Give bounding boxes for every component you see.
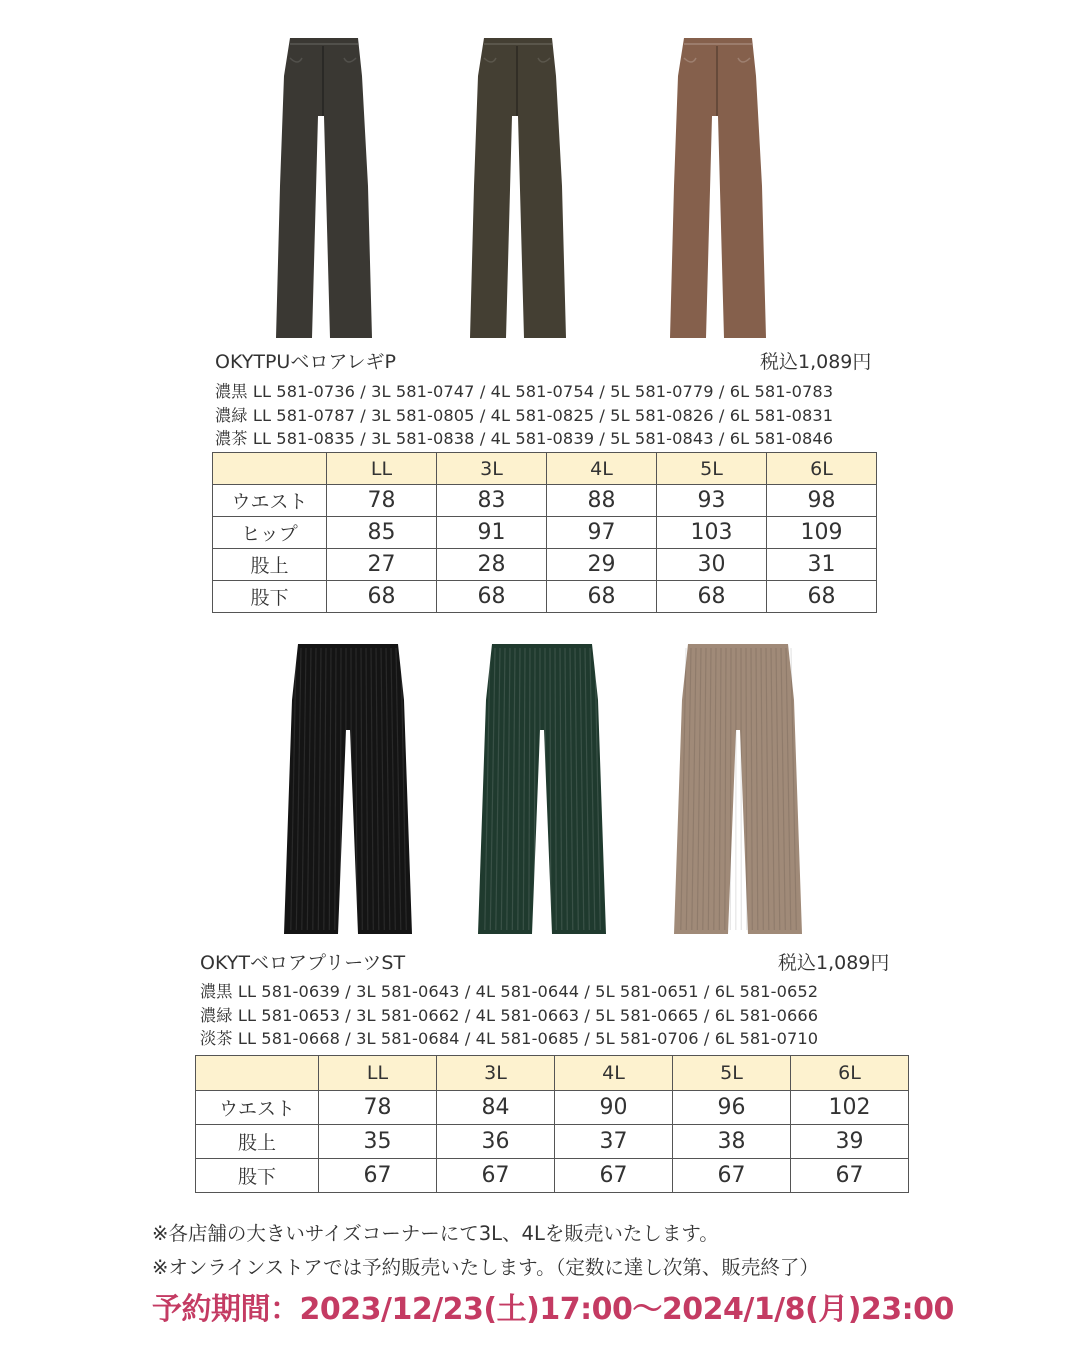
table-cell: 27 bbox=[327, 549, 437, 581]
table-cell: 28 bbox=[437, 549, 547, 581]
row-label: ヒップ bbox=[213, 517, 327, 549]
row-label: 股上 bbox=[196, 1125, 319, 1159]
table-cell: 31 bbox=[767, 549, 877, 581]
leggings-brown-image bbox=[662, 36, 772, 346]
table-cell: 67 bbox=[673, 1159, 791, 1193]
row-label: ウエスト bbox=[213, 485, 327, 517]
header-cell: 6L bbox=[791, 1056, 909, 1091]
table-cell: 84 bbox=[437, 1091, 555, 1125]
header-cell: 5L bbox=[673, 1056, 791, 1091]
code-line: 濃黒 LL 581-0736 / 3L 581-0747 / 4L 581-0754 / 5L 581-0779 / 6L 581-0783 bbox=[215, 382, 834, 401]
table-cell: 67 bbox=[555, 1159, 673, 1193]
row-label: 股上 bbox=[213, 549, 327, 581]
table-cell: 67 bbox=[437, 1159, 555, 1193]
table-row bbox=[213, 549, 877, 581]
leggings-black-image bbox=[268, 36, 378, 346]
table-row bbox=[196, 1091, 909, 1125]
size-table-header bbox=[213, 453, 877, 485]
product-price: 税込1,089円 bbox=[760, 351, 872, 373]
table-cell: 97 bbox=[547, 517, 657, 549]
table-cell: 93 bbox=[657, 485, 767, 517]
table-cell: 88 bbox=[547, 485, 657, 517]
table-cell: 36 bbox=[437, 1125, 555, 1159]
reservation-period: 予約期間：2023/12/23(土)17:00〜2024/1/8(月)23:00 bbox=[152, 1292, 954, 1327]
table-cell: 96 bbox=[673, 1091, 791, 1125]
table-cell: 103 bbox=[657, 517, 767, 549]
table-cell: 68 bbox=[657, 581, 767, 613]
table-cell: 91 bbox=[437, 517, 547, 549]
table-cell: 85 bbox=[327, 517, 437, 549]
size-table bbox=[212, 452, 877, 613]
table-cell: 109 bbox=[767, 517, 877, 549]
code-line: 濃緑 LL 581-0787 / 3L 581-0805 / 4L 581-0825 / 5L 581-0826 / 6L 581-0831 bbox=[215, 405, 834, 425]
header-cell bbox=[213, 453, 327, 485]
table-cell: 68 bbox=[547, 581, 657, 613]
product-name: OKYTベロアプリーツST bbox=[200, 952, 406, 974]
table-row bbox=[213, 485, 877, 517]
table-cell: 67 bbox=[319, 1159, 437, 1193]
size-table bbox=[195, 1055, 909, 1193]
table-cell: 98 bbox=[767, 485, 877, 517]
table-cell: 90 bbox=[555, 1091, 673, 1125]
header-cell: 4L bbox=[547, 453, 657, 485]
table-cell: 68 bbox=[767, 581, 877, 613]
table-cell: 29 bbox=[547, 549, 657, 581]
header-cell: LL bbox=[327, 453, 437, 485]
header-cell: 6L bbox=[767, 453, 877, 485]
code-line: 濃黒 LL 581-0639 / 3L 581-0643 / 4L 581-0644 / 5L 581-0651 / 6L 581-0652 bbox=[200, 982, 819, 1001]
table-cell: 30 bbox=[657, 549, 767, 581]
product-price: 税込1,089円 bbox=[778, 952, 890, 974]
table-row bbox=[196, 1159, 909, 1193]
pleated-pants-green-image bbox=[472, 640, 612, 940]
pleated-pants-beige-image bbox=[668, 640, 808, 940]
row-label: 股下 bbox=[196, 1159, 319, 1193]
table-row bbox=[196, 1125, 909, 1159]
header-cell bbox=[196, 1056, 319, 1091]
row-label: 股下 bbox=[213, 581, 327, 613]
table-cell: 68 bbox=[437, 581, 547, 613]
product-name: OKYTPUベロアレギP bbox=[215, 351, 397, 373]
table-row bbox=[213, 581, 877, 613]
product-codes bbox=[215, 380, 833, 451]
product-codes bbox=[200, 980, 818, 1051]
pleated-pants-black-image bbox=[278, 640, 418, 940]
table-cell: 78 bbox=[327, 485, 437, 517]
row-label: ウエスト bbox=[196, 1091, 319, 1125]
table-cell: 83 bbox=[437, 485, 547, 517]
code-line: 濃茶 LL 581-0835 / 3L 581-0838 / 4L 581-0839 / 5L 581-0843 / 6L 581-0846 bbox=[215, 429, 834, 448]
header-cell: 4L bbox=[555, 1056, 673, 1091]
size-table-header bbox=[196, 1056, 909, 1091]
header-cell: LL bbox=[319, 1056, 437, 1091]
code-line: 淡茶 LL 581-0668 / 3L 581-0684 / 4L 581-0685 / 5L 581-0706 / 6L 581-0710 bbox=[200, 1029, 819, 1048]
header-cell: 5L bbox=[657, 453, 767, 485]
table-cell: 35 bbox=[319, 1125, 437, 1159]
note-line: ※オンラインストアでは予約販売いたします。（定数に達し次第、販売終了） bbox=[152, 1256, 819, 1279]
table-cell: 38 bbox=[673, 1125, 791, 1159]
table-cell: 78 bbox=[319, 1091, 437, 1125]
table-row bbox=[213, 517, 877, 549]
header-cell: 3L bbox=[437, 453, 547, 485]
table-cell: 67 bbox=[791, 1159, 909, 1193]
table-cell: 68 bbox=[327, 581, 437, 613]
header-cell: 3L bbox=[437, 1056, 555, 1091]
table-cell: 102 bbox=[791, 1091, 909, 1125]
note-line: ※各店舗の大きいサイズコーナーにて3L、4Lを販売いたします。 bbox=[152, 1222, 719, 1245]
table-cell: 37 bbox=[555, 1125, 673, 1159]
leggings-green-image bbox=[462, 36, 572, 346]
table-cell: 39 bbox=[791, 1125, 909, 1159]
code-line: 濃緑 LL 581-0653 / 3L 581-0662 / 4L 581-0663 / 5L 581-0665 / 6L 581-0666 bbox=[200, 1005, 819, 1025]
